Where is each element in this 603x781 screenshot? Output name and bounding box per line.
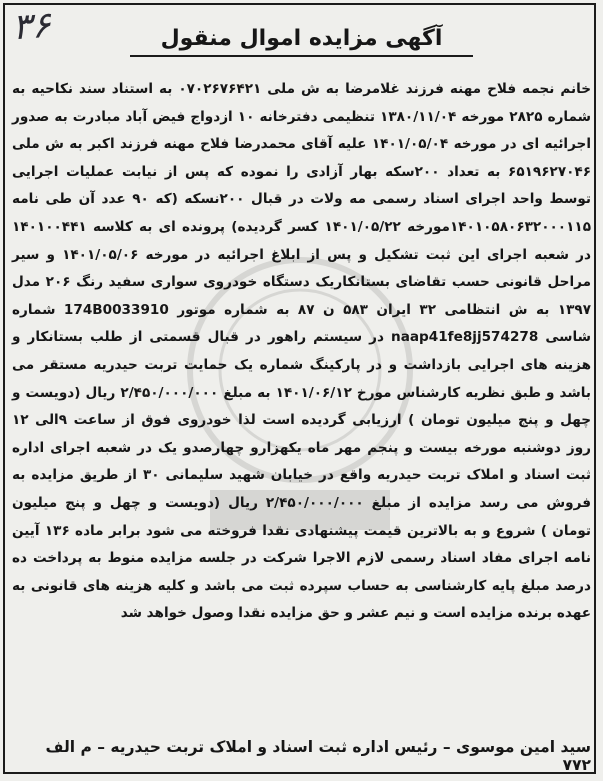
notice-title: آگهی مزایده اموال منقول [130, 26, 473, 57]
handwritten-number: ۳۶ [10, 4, 53, 49]
notice-body: خانم نجمه فلاح مهنه فرزند غلامرضا به ش ملی ۰۷۰۲۶۷۶۴۲۱ به استناد سند نکاحیه به شماره ۲۸۲۵ مورخه ۱۳۸۰/۱۱/۰۴ تنظیمی دفترخانه ۱۰ ازدواج فیض آباد مبادرت به صدور اجرائیه ای در مورخه ۱۴۰۱/۰۵/۰۴ علیه آقای محمدرضا فلاح مهنه فرزند اکبر به ش ملی ۶۵۱۹۶۲۷۰۴۶ به تعداد ۲۰۰سکه بهار آزادی را نموده که پس از نیابت عملیات اجرایی توسط واحد اجرای اسناد رسمی مه ولات در قبال ۲۰۰نسکه (که ۹۰ عدد آن طی نامه ۱۴۰۱۰۵۸۰۶۳۲۰۰۰۱۱۵مورخه ۱۴۰۱/۰۵/۲۲ کسر گردیده) پرونده ای به کلاسه ۱۴۰۱۰۰۴۴۱ در شعبه اجرای این ثبت تشکیل و پس از ابلاغ اجرائیه در مورخه ۱۴۰۱/۰۵/۰۶ و سیر مراحل قانونی حسب تقاضای بستانکاریک دستگاه خودروی سواری سفید رنگ ۲۰۶ مدل ۱۳۹۷ به ش انتظامی ۳۲ ایران ۵۸۳ ن ۸۷ به شماره موتور 174B0033910 شماره شاسی naap41fe8jj574278 در سیستم راهور در قبال قسمتی از طلب بستانکار و هزینه های اجرایی بازداشت و در پارکینگ شماره یک حمایت تربت حیدریه مستقر می باشد و طبق نظریه کارشناس مورخ ۱۴۰۱/۰۶/۱۲ به مبلغ ۲/۴۵۰/۰۰۰/۰۰۰ ریال (دویست و چهل و پنج میلیون تومان ) ارزیابی گردیده است لذا خودروی فوق از ساعت ۹الی ۱۲ روز دوشنبه مورخه بیست و پنجم مهر ماه یکهزارو چهارصدو یک در شعبه اجرای اداره ثبت اسناد و املاک تربت حیدریه واقع در خیابان شهید سلیمانی ۳۰ از طریق مزایده به فروش می رسد مزایده از مبلغ ۲/۴۵۰/۰۰۰/۰۰۰ ریال (دویست و چهل و پنج میلیون تومان ) شروع و به بالاترین قیمت پیشنهادی نقدا فروخته می شود برابر ماده ۱۳۶ آیین نامه اجرای مفاد اسناد رسمی لازم الاجرا شرکت در جلسه مزایده منوط به پرداخت ده درصد مبلغ پایه کارشناسی به حساب سپرده ثبت می باشد و کلیه هزینه های قانونی به عهده برنده مزایده است و نیم عشر و حق مزایده نقدا وصول خواهد شد [12, 81, 592, 622]
signature-line: سید امین موسوی – رئیس اداره ثبت اسناد و املاک تربت حیدریه – م الف ۷۷۲ [45, 738, 591, 774]
